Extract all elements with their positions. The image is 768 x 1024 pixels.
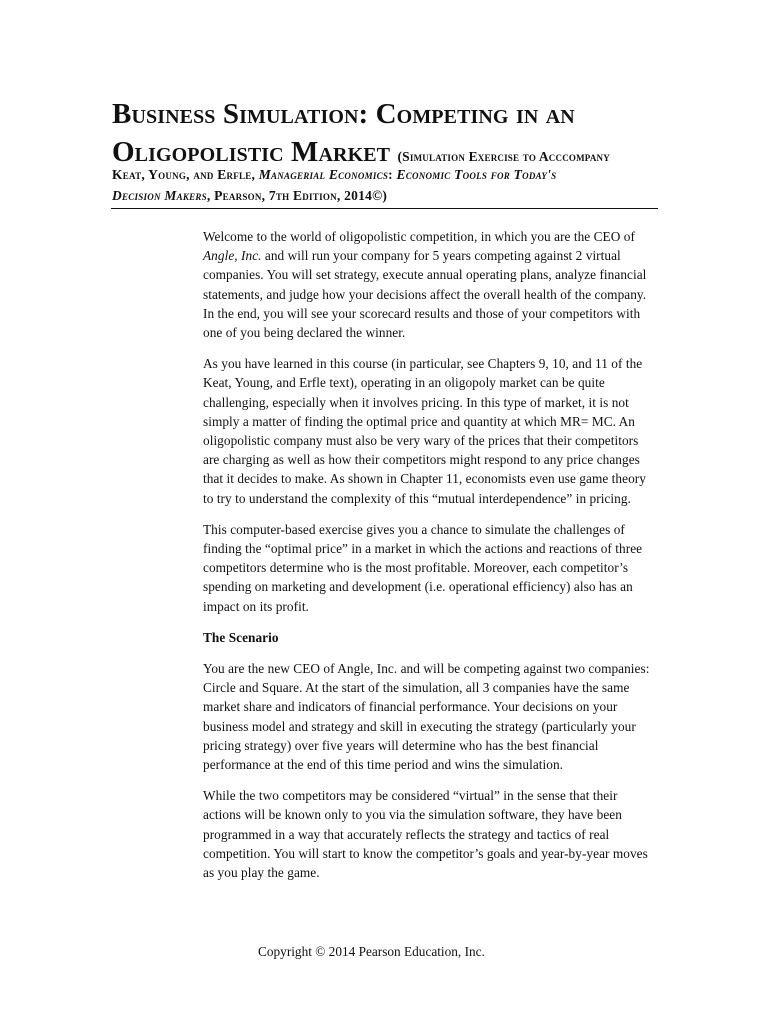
paragraph-exercise: This computer-based exercise gives you a chance to simulate the challenges of finding the “optimal price” in a market in which the actions and reactions of three competitors determine who is the most profitable. Moreover, each competitor’s spending on marketing and development (i.e. operational efficiency) also has an impact on its profit. — [203, 521, 643, 614]
subtitle-authors: Keat, Young, and Erfle, — [112, 167, 259, 182]
subtitle-book-subtitle-a: Economic Tools for Today's — [396, 167, 557, 182]
subtitle-book-title: Managerial Economics — [258, 167, 389, 182]
paragraph-oligopoly: As you have learned in this course (in particular, see Chapters 9, 10, and 11 of the Keat, Young, and Erfle text), operating in an oligopoly market can be quite challenging, especially when it involves pricing. In this type of market, it is not simply a matter of finding the optimal price and quantity at which MR= MC. An oligopolistic company must also be very wary of the prices that their competitors are charging as well as how their competitors might respond to any price changes that it decides to make. As shown in Chapter 11, economists even use game theory to try to understand the complexity of this “mutual interdependence” in pricing. — [203, 356, 646, 506]
subtitle-edition: , Pearson, 7th Edition, 2014©) — [206, 188, 388, 203]
paragraph-welcome-text-a: Welcome to the world of oligopolistic competition, in which you are the CEO of — [203, 229, 635, 244]
title-rule — [111, 208, 658, 209]
title-line-2: Oligopolistic Market — [112, 136, 391, 168]
title-line-1: Business Simulation: Competing in an — [112, 98, 575, 130]
body-text — [203, 227, 658, 894]
title-line-2-subtitle: (Simulation Exercise to Acccompany — [397, 149, 610, 164]
heading-scenario: The Scenario — [203, 629, 279, 645]
company-name: Angle, Inc. — [203, 248, 262, 264]
subtitle-colon: : — [388, 167, 397, 182]
paragraph-scenario: You are the new CEO of Angle, Inc. and will be competing against two companies: Circle and Square. At the start of the simulation, all 3 companies have the same market share and indicators of financial performance. Your decisions on your business model and strategy and skill in executing the strategy (particularly your pricing strategy) over five years will determine who has the best financial performance at the end of this time period and wins the simulation. — [203, 661, 650, 773]
paragraph-competitors: While the two competitors may be considered “virtual” in the sense that their actions will be known only to you via the simulation software, they have been programmed in a way that accurately reflects the strategy and tactics of real competition. You will start to know the competitor’s goals and year-by-year moves as you play the game. — [203, 788, 648, 881]
copyright-footer: Copyright © 2014 Pearson Education, Inc. — [258, 944, 485, 959]
subtitle-book-subtitle-b: Decision Makers — [112, 188, 207, 203]
document-title — [112, 95, 662, 171]
paragraph-welcome-text-b: and will run your company for 5 years competing against 2 virtual companies. You will set strategy, execute annual operating plans, analyze financial statements, and judge how your decisions affect the overall health of the company. In the end, you will see your scorecard results and those of your competitors with one of you being declared the winner. — [203, 248, 647, 341]
paragraph-welcome — [203, 227, 658, 342]
document-subtitle — [112, 164, 662, 206]
